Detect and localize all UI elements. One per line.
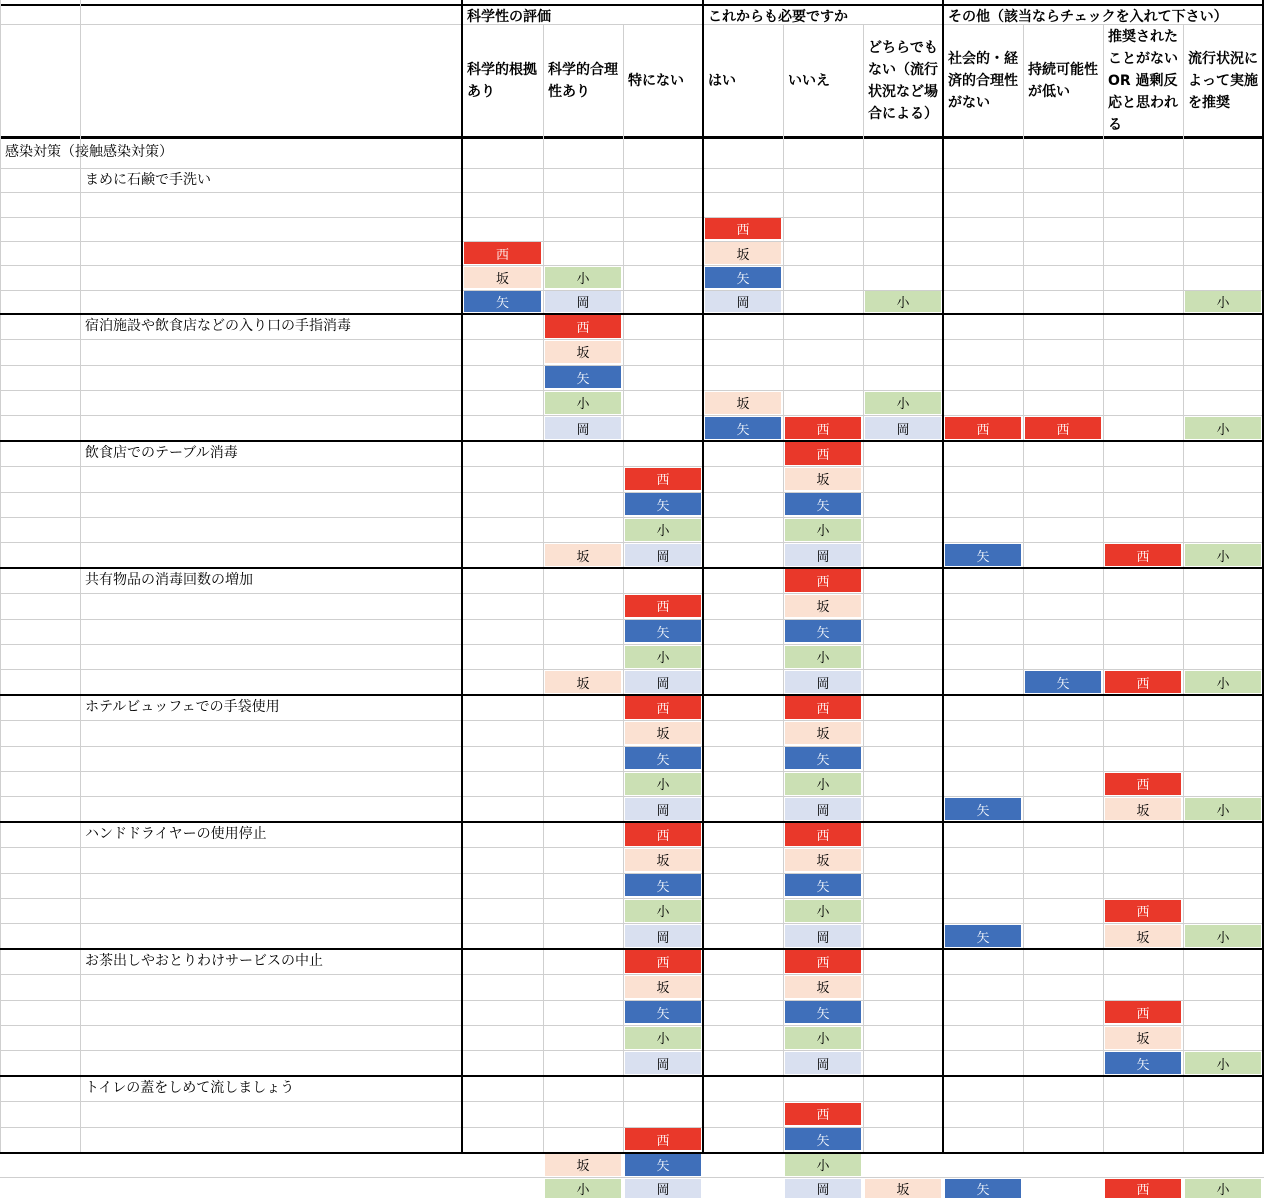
column-header-label: はい [708,72,736,89]
response-mark: 小 [625,646,701,668]
grid-line [0,0,1,1154]
response-mark: 坂 [625,849,701,871]
column-header [704,26,782,135]
response-mark: 坂 [1105,1027,1181,1049]
grid-line [863,24,864,1152]
response-mark: 矢 [625,874,701,896]
response-mark: 西 [625,468,701,490]
grid-line [1183,24,1184,1152]
response-mark: 小 [545,392,621,414]
response-mark: 坂 [1105,798,1181,820]
group-header: その他（該当ならチェックを入れて下さい） [948,9,1228,25]
response-mark: 岡 [785,1052,861,1074]
response-mark: 矢 [625,747,701,769]
item-label: 飲食店でのテーブル消毒 [85,444,238,461]
response-mark: 矢 [545,366,621,388]
item-label: まめに石鹸で手洗い [85,172,211,188]
response-mark: 岡 [545,417,621,439]
response-mark: 西 [625,696,701,718]
response-mark: 小 [785,1154,861,1176]
grid-line [1103,24,1104,1152]
grid-line [0,339,1264,340]
response-mark: 岡 [625,1179,701,1198]
response-mark: 岡 [625,544,701,566]
grid-line [0,241,1264,242]
response-mark: 小 [785,519,861,541]
item-label: ホテルビュッフェでの手袋使用 [85,698,280,715]
response-mark: 岡 [625,925,701,947]
grid-line [783,24,784,1152]
column-header [544,26,622,135]
response-mark: 矢 [625,1001,701,1023]
response-mark: 矢 [785,1128,861,1150]
response-mark: 小 [785,773,861,795]
response-mark: 小 [1185,671,1261,693]
response-mark: 矢 [785,620,861,642]
response-mark: 坂 [865,1179,941,1198]
grid-line [0,923,1264,924]
item-label: 共有物品の消毒回数の増加 [85,571,253,588]
response-mark: 西 [1105,671,1181,693]
response-mark: 矢 [945,1179,1021,1198]
response-mark: 矢 [785,1001,861,1023]
column-header [864,26,942,135]
column-header [1184,26,1262,135]
response-mark: 西 [625,823,701,845]
response-mark: 岡 [785,671,861,693]
grid-line [942,0,944,1154]
response-mark: 小 [1185,417,1261,439]
response-mark: 西 [625,1128,701,1150]
category-label: 感染対策（接触感染対策） [5,144,173,160]
response-mark: 小 [1185,1052,1261,1074]
column-header-label: いいえ [788,72,830,89]
response-mark: 小 [865,291,941,312]
response-mark: 矢 [1025,671,1101,693]
column-header-label: 持続可能性が低い [1028,61,1098,100]
item-label: トイレの蓋をしめて流しましょう [85,1079,295,1096]
response-mark: 坂 [464,267,541,288]
response-mark: 矢 [945,925,1021,947]
response-mark: 西 [625,595,701,617]
response-mark: 岡 [625,1052,701,1074]
column-header [944,26,1022,135]
response-mark: 西 [945,417,1021,439]
response-mark: 坂 [705,392,781,414]
response-mark: 矢 [705,417,781,439]
grid-line [0,415,1264,416]
response-mark: 小 [1185,1179,1261,1198]
column-header [784,26,862,135]
response-mark: 矢 [625,1154,701,1176]
group-header: これからも必要ですか [708,9,848,25]
grid-line [0,217,1264,218]
response-mark: 矢 [1105,1052,1181,1074]
response-mark: 小 [625,900,701,922]
response-mark: 小 [625,1027,701,1049]
response-mark: 小 [625,773,701,795]
response-mark: 小 [1185,544,1261,566]
response-mark: 西 [785,569,861,591]
response-mark: 西 [1105,900,1181,922]
response-mark: 矢 [785,874,861,896]
column-header-label: 科学的根拠あり [467,61,537,100]
response-mark: 西 [1105,1001,1181,1023]
response-mark: 矢 [464,291,541,312]
response-mark: 岡 [785,1179,861,1198]
response-mark: 西 [1025,417,1101,439]
grid-line [623,24,624,1152]
response-mark: 矢 [785,493,861,515]
response-mark: 坂 [545,341,621,363]
group-header: 科学性の評価 [467,9,551,25]
response-mark: 矢 [945,544,1021,566]
response-mark: 小 [625,519,701,541]
response-mark: 岡 [625,798,701,820]
column-header [1104,26,1182,135]
response-mark: 矢 [625,620,701,642]
grid-line [0,365,1264,366]
response-mark: 西 [1105,773,1181,795]
response-mark: 小 [1185,798,1261,820]
response-mark: 坂 [625,976,701,998]
response-mark: 岡 [545,291,621,312]
response-mark: 矢 [785,747,861,769]
response-mark: 小 [785,646,861,668]
response-mark: 小 [865,392,941,414]
column-header [624,26,702,135]
grid-line [0,796,1264,797]
response-mark: 岡 [705,291,781,312]
grid-line [0,290,1264,291]
grid-line [0,669,1264,670]
response-mark: 西 [785,442,861,464]
response-mark: 小 [545,267,621,288]
grid-line [0,390,1264,391]
response-mark: 西 [1105,544,1181,566]
grid-line [0,265,1264,266]
grid-line [0,1050,1264,1051]
grid-line [0,1177,1264,1178]
response-mark: 岡 [785,544,861,566]
response-mark: 坂 [545,1154,621,1176]
column-header-label: 推奨されたことがないOR 過剰反応と思われる [1108,28,1178,133]
grid-line [461,0,463,1154]
response-mark: 小 [545,1179,621,1198]
column-header [1024,26,1102,135]
response-mark: 矢 [625,493,701,515]
grid-line [543,24,544,1152]
response-mark: 坂 [705,242,781,263]
grid-line [1023,24,1024,1152]
column-header-label: 特にない [628,72,684,89]
column-header-label: 科学的合理性あり [548,61,618,100]
item-label: ハンドドライヤーの使用停止 [85,825,267,842]
response-mark: 西 [785,950,861,972]
column-header [463,26,542,135]
response-mark: 岡 [625,671,701,693]
response-mark: 坂 [625,722,701,744]
response-mark: 岡 [785,798,861,820]
response-mark: 西 [464,242,541,263]
grid-line [0,1101,1264,1102]
response-mark: 岡 [785,925,861,947]
response-mark: 西 [1105,1179,1181,1198]
item-label: 宿泊施設や飲食店などの入り口の手指消毒 [85,317,351,334]
response-mark: 西 [705,218,781,239]
grid-line [0,542,1264,543]
response-mark: 小 [785,900,861,922]
response-mark: 坂 [785,849,861,871]
response-mark: 西 [785,696,861,718]
response-mark: 西 [625,950,701,972]
response-mark: 岡 [865,417,941,439]
response-mark: 坂 [785,976,861,998]
column-header-label: 社会的・経済的合理性がない [948,50,1018,111]
response-mark: 西 [545,315,621,337]
response-mark: 坂 [1105,925,1181,947]
grid-line [0,136,1264,139]
response-mark: 小 [1185,925,1261,947]
response-mark: 矢 [705,267,781,288]
column-header-label: どちらでもない（流行状況など場合による） [868,39,938,122]
response-mark: 西 [785,417,861,439]
response-mark: 坂 [785,595,861,617]
response-mark: 坂 [545,671,621,693]
column-header-label: 流行状況によって実施を推奨 [1188,50,1258,111]
grid-line [702,0,704,1154]
response-mark: 坂 [785,468,861,490]
response-mark: 西 [785,823,861,845]
response-mark: 坂 [545,544,621,566]
item-label: お茶出しやおとりわけサービスの中止 [85,952,323,969]
response-mark: 坂 [785,722,861,744]
response-mark: 小 [1185,291,1261,312]
response-mark: 西 [785,1103,861,1125]
response-mark: 小 [785,1027,861,1049]
response-mark: 矢 [945,798,1021,820]
